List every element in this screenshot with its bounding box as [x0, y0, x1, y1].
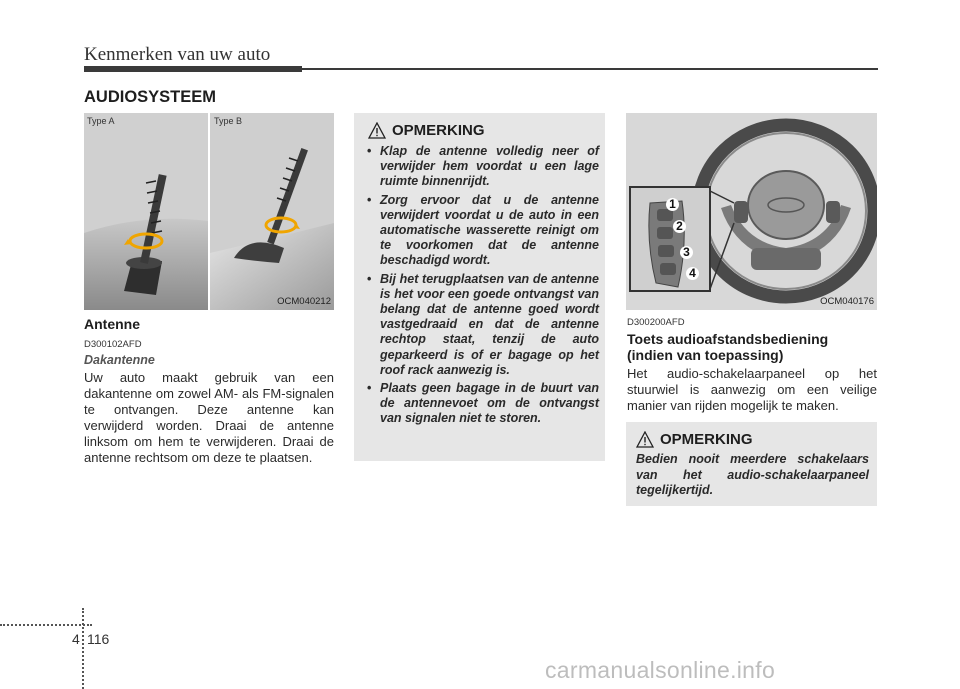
chapter-number: 4 — [72, 631, 80, 647]
footer-rule — [0, 624, 92, 626]
warning-icon — [636, 431, 654, 448]
remote-body: Het audio-schakelaarpaneel op het stuurwiel is aanwezig om een veilige manier van rijden mogelijk te maken. — [627, 366, 877, 413]
type-b-label: Type B — [214, 116, 243, 126]
note-item: • Plaats geen bagage in de buurt van de antennevoet om de ontvangst van signalen niet te storen. — [364, 381, 599, 427]
remote-heading: Toets audioafstandsbediening (indien van toepassing) — [627, 331, 829, 363]
remote-code: D300200AFD — [627, 317, 685, 328]
header-bar — [84, 66, 302, 72]
note-item: • Klap de antenne volledig neer of verwijder hem voordat u een lage ruimte binnenrijdt. — [364, 144, 599, 190]
note-item: • Zorg ervoor dat u de antenne verwijdert voordat u de auto in een automatische wasserette reinigt om te voorkomen dat de antenne beschadigd wordt. — [364, 193, 599, 269]
page-number: 116 — [87, 631, 110, 647]
note-text-remote: Bedien nooit meerdere schakelaars van het audio-schakelaarpaneel tegelijkertijd. — [636, 452, 869, 497]
antenna-subheading: Dakantenne — [84, 353, 155, 367]
antenna-heading: Antenne — [84, 316, 140, 332]
note-title-antenna: OPMERKING — [392, 122, 485, 139]
steering-wheel-illustration — [626, 113, 877, 310]
note-title-remote: OPMERKING — [660, 431, 753, 448]
chapter-title: Kenmerken van uw auto — [84, 44, 271, 65]
section-title: AUDIOSYSTEEM — [84, 88, 217, 106]
antenna-illustration — [84, 113, 334, 310]
antenna-drawing — [84, 113, 334, 310]
warning-icon — [368, 122, 386, 139]
type-a-label: Type A — [87, 116, 115, 126]
antenna-body: Uw auto maakt gebruik van een dakantenne om zowel AM- als FM-signalen te ontvangen. Deze antenne kan verwijderd worden. Draai de antenne linksom om hem te verwijderen. Draai de antenne rechtsom om deze te plaatsen. — [84, 370, 334, 465]
callout-4: 4 — [686, 267, 699, 280]
note-item: • Bij het terugplaatsen van de antenne is het voor een goede ontvangst van belang dat de antenne goed wordt vastgedraaid en dat de antenne rechtop staat, tenzij de auto geparkeerd is of er bagage op het roof rack aanwezig is. — [364, 272, 599, 378]
note-box-antenna — [354, 113, 605, 461]
callout-2: 2 — [673, 220, 686, 233]
header-rule — [302, 68, 878, 70]
antenna-figure-code: OCM040212 — [277, 296, 331, 307]
callout-1: 1 — [666, 198, 679, 211]
steering-wheel-drawing — [626, 113, 877, 310]
steering-figure-code: OCM040176 — [820, 296, 874, 307]
footer-divider — [82, 608, 84, 689]
note-box-remote — [626, 422, 877, 506]
note-list-antenna — [364, 144, 599, 430]
watermark: carmanualsonline.info — [545, 657, 776, 683]
antenna-code: D300102AFD — [84, 339, 142, 350]
callout-3: 3 — [680, 246, 693, 259]
